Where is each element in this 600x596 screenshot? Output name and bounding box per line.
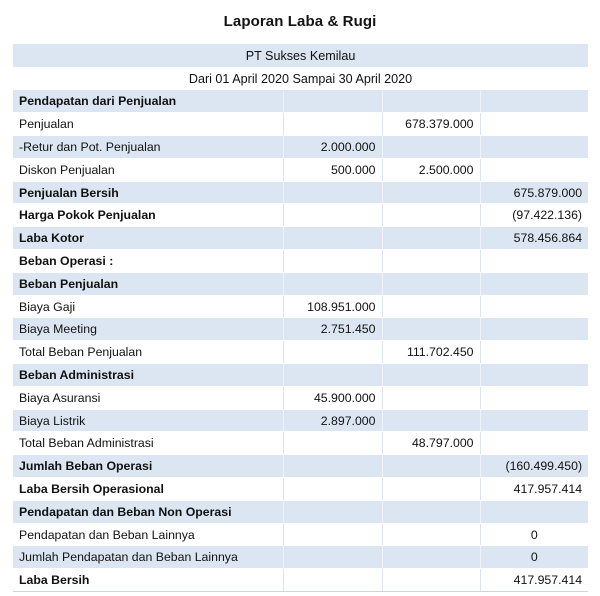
- row-value-col3: 0: [480, 523, 588, 546]
- row-value-col1: 2.897.000: [283, 409, 382, 432]
- table-row: [13, 318, 588, 341]
- row-value-col3: 417.957.414: [480, 569, 588, 592]
- row-value-col1: [283, 569, 382, 592]
- row-value-col1: [283, 432, 382, 455]
- row-label: Pendapatan dari Penjualan: [13, 90, 283, 113]
- table-row: [13, 523, 588, 546]
- row-label: Biaya Listrik: [13, 409, 283, 432]
- row-value-col1: [283, 113, 382, 136]
- page-title: Laporan Laba & Rugi: [223, 13, 377, 30]
- row-value-col2: [382, 569, 480, 592]
- row-label: Total Beban Administrasi: [13, 432, 283, 455]
- row-label: Jumlah Pendapatan dan Beban Lainnya: [13, 546, 283, 569]
- row-label: Beban Operasi :: [13, 250, 283, 273]
- row-value-col2: 111.702.450: [382, 341, 480, 364]
- row-value-col1: 45.900.000: [283, 386, 382, 409]
- row-value-col3: [480, 318, 588, 341]
- row-value-col2: [382, 227, 480, 250]
- table-row: [13, 181, 588, 204]
- row-value-col2: [382, 295, 480, 318]
- row-label: Penjualan: [13, 113, 283, 136]
- row-value-col3: [480, 386, 588, 409]
- row-value-col3: [480, 409, 588, 432]
- table-row: [13, 569, 588, 592]
- row-label: Biaya Meeting: [13, 318, 283, 341]
- row-label: Laba Kotor: [13, 227, 283, 250]
- row-value-col1: [283, 204, 382, 227]
- row-value-col1: 500.000: [283, 158, 382, 181]
- table-row: [13, 478, 588, 501]
- row-value-col3: 675.879.000: [480, 181, 588, 204]
- table-row: [13, 341, 588, 364]
- table-row: [13, 272, 588, 295]
- row-value-col2: 2.500.000: [382, 158, 480, 181]
- row-value-col2: 48.797.000: [382, 432, 480, 455]
- row-value-col3: [480, 432, 588, 455]
- row-label: Diskon Penjualan: [13, 158, 283, 181]
- row-value-col1: [283, 181, 382, 204]
- row-value-col2: 678.379.000: [382, 113, 480, 136]
- row-label: -Retur dan Pot. Penjualan: [13, 136, 283, 159]
- table-row: [13, 409, 588, 432]
- row-value-col2: [382, 318, 480, 341]
- table-row: [13, 113, 588, 136]
- row-value-col3: [480, 364, 588, 387]
- row-value-col1: 2.751.450: [283, 318, 382, 341]
- row-value-col1: [283, 227, 382, 250]
- row-value-col2: [382, 136, 480, 159]
- table-row: [13, 295, 588, 318]
- row-value-col3: [480, 272, 588, 295]
- table-row: [13, 386, 588, 409]
- table-header-company-row: [13, 44, 588, 67]
- table-row: [13, 455, 588, 478]
- row-label: Beban Administrasi: [13, 364, 283, 387]
- row-label: Jumlah Beban Operasi: [13, 455, 283, 478]
- row-label: Total Beban Penjualan: [13, 341, 283, 364]
- row-value-col1: [283, 90, 382, 113]
- row-value-col2: [382, 500, 480, 523]
- row-value-col1: [283, 364, 382, 387]
- row-value-col3: [480, 90, 588, 113]
- row-value-col3: (97.422.136): [480, 204, 588, 227]
- row-value-col1: [283, 272, 382, 295]
- row-label: Penjualan Bersih: [13, 181, 283, 204]
- table-row: [13, 432, 588, 455]
- row-value-col2: [382, 546, 480, 569]
- row-value-col2: [382, 386, 480, 409]
- row-value-col1: 2.000.000: [283, 136, 382, 159]
- row-value-col1: [283, 546, 382, 569]
- company-name: PT Sukses Kemilau: [13, 44, 588, 67]
- row-value-col1: [283, 500, 382, 523]
- row-value-col3: (160.499.450): [480, 455, 588, 478]
- row-value-col1: [283, 478, 382, 501]
- row-value-col2: [382, 204, 480, 227]
- table-row: [13, 90, 588, 113]
- row-value-col3: [480, 158, 588, 181]
- table-row: [13, 158, 588, 181]
- row-label: Biaya Asuransi: [13, 386, 283, 409]
- row-label: Beban Penjualan: [13, 272, 283, 295]
- row-label: Laba Bersih: [13, 569, 283, 592]
- row-value-col3: 578.456.864: [480, 227, 588, 250]
- row-value-col3: 417.957.414: [480, 478, 588, 501]
- row-value-col2: [382, 409, 480, 432]
- row-value-col3: 0: [480, 546, 588, 569]
- table-row: [13, 227, 588, 250]
- table-row: [13, 500, 588, 523]
- row-value-col3: [480, 136, 588, 159]
- table-row: [13, 364, 588, 387]
- row-value-col2: [382, 364, 480, 387]
- income-statement-table-wrap: [13, 44, 588, 592]
- row-value-col2: [382, 272, 480, 295]
- row-value-col2: [382, 90, 480, 113]
- row-value-col3: [480, 113, 588, 136]
- row-value-col3: [480, 341, 588, 364]
- row-label: Biaya Gaji: [13, 295, 283, 318]
- row-value-col2: [382, 181, 480, 204]
- row-value-col3: [480, 250, 588, 273]
- row-value-col1: [283, 341, 382, 364]
- row-value-col1: [283, 523, 382, 546]
- row-value-col1: [283, 250, 382, 273]
- row-label: Pendapatan dan Beban Non Operasi: [13, 500, 283, 523]
- row-label: Pendapatan dan Beban Lainnya: [13, 523, 283, 546]
- row-value-col2: [382, 523, 480, 546]
- row-value-col1: 108.951.000: [283, 295, 382, 318]
- income-statement-table: [13, 44, 588, 592]
- row-label: Harga Pokok Penjualan: [13, 204, 283, 227]
- table-row: [13, 546, 588, 569]
- table-row: [13, 204, 588, 227]
- row-value-col3: [480, 500, 588, 523]
- table-row: [13, 250, 588, 273]
- report-period: Dari 01 April 2020 Sampai 30 April 2020: [13, 67, 588, 90]
- row-value-col3: [480, 295, 588, 318]
- row-value-col1: [283, 455, 382, 478]
- table-row: [13, 136, 588, 159]
- row-label: Laba Bersih Operasional: [13, 478, 283, 501]
- table-header-period-row: [13, 67, 588, 90]
- row-value-col2: [382, 455, 480, 478]
- row-value-col2: [382, 250, 480, 273]
- row-value-col2: [382, 478, 480, 501]
